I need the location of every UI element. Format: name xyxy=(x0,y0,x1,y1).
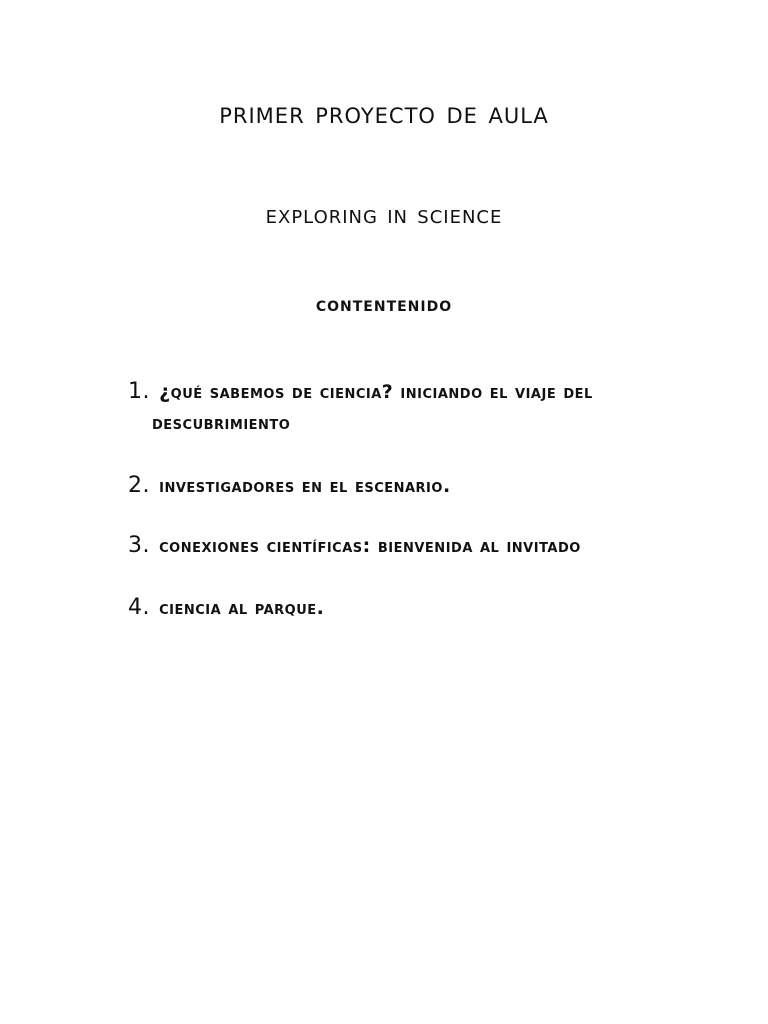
toc-item-text: ciencia al parque. xyxy=(159,597,325,619)
toc-item-text-continued: descubrimiento xyxy=(152,412,291,434)
toc-item-text: conexiones científicas: bienvenida al invitado xyxy=(159,535,581,557)
toc-item-number: 2. xyxy=(128,473,150,498)
toc-item-text: investigadores en el escenario. xyxy=(159,475,451,497)
toc-item xyxy=(128,470,688,502)
toc-item xyxy=(128,592,688,624)
toc-item xyxy=(128,530,688,562)
contents-heading: contentenido xyxy=(315,292,453,316)
toc-item-text: ¿qué sabemos de ciencia? iniciando el viaje del xyxy=(159,381,593,403)
document-title: primer proyecto de aula xyxy=(219,96,549,131)
toc-item xyxy=(128,376,688,439)
toc-item-number: 4. xyxy=(128,595,150,620)
toc-item-number: 3. xyxy=(128,533,150,558)
toc-item-number: 1. xyxy=(128,379,150,404)
document-subtitle: exploring in science xyxy=(265,200,503,230)
